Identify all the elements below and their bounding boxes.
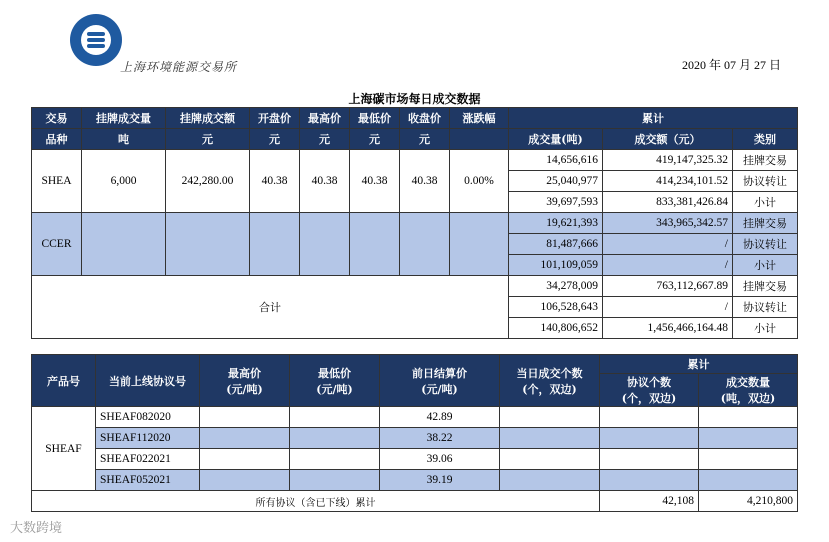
col-listed-amount: 挂牌成交额 [166, 108, 250, 129]
ccer-close [400, 213, 450, 276]
unit-high: 元 [300, 129, 350, 150]
table-row [32, 470, 798, 491]
logo-mark [81, 25, 111, 55]
ccer-amount [166, 213, 250, 276]
table-row [32, 449, 798, 470]
contract-id: SHEAF082020 [96, 407, 200, 428]
ccer-change [450, 213, 509, 276]
ccer-open [250, 213, 300, 276]
total-contract-count: 42,108 [600, 491, 699, 512]
all-contracts-label: 所有协议（含已下线）累计 [32, 491, 600, 512]
col-low-price: 最低价 (元/吨) [290, 355, 380, 407]
cum-type: 协议转让 [733, 297, 798, 318]
col-open: 开盘价 [250, 108, 300, 129]
cum-volume: 81,487,666 [509, 234, 603, 255]
product-ccer: CCER [32, 213, 82, 276]
col-cumulative-2: 累计 [600, 355, 798, 374]
shea-high: 40.38 [300, 150, 350, 213]
cum-amount: / [603, 255, 733, 276]
settle-price: 39.06 [380, 449, 500, 470]
cum-volume: 14,656,616 [509, 150, 603, 171]
col-cum-amount: 成交额（元） [603, 129, 733, 150]
col-listed-volume: 挂牌成交量 [82, 108, 166, 129]
cum-volume: 39,697,593 [509, 192, 603, 213]
cum-volume: 34,278,009 [509, 276, 603, 297]
shea-low: 40.38 [350, 150, 400, 213]
col-low: 最低价 [350, 108, 400, 129]
cum-amount: 343,965,342.57 [603, 213, 733, 234]
col-cum-type: 类别 [733, 129, 798, 150]
contract-id: SHEAF112020 [96, 428, 200, 449]
settle-price: 42.89 [380, 407, 500, 428]
cum-type: 协议转让 [733, 234, 798, 255]
total-label: 合计 [32, 276, 509, 339]
table1-unit-row [32, 129, 798, 150]
col-high-price: 最高价 (元/吨) [200, 355, 290, 407]
col-product-2: 品种 [32, 129, 82, 150]
shea-change: 0.00% [450, 150, 509, 213]
unit-volume: 吨 [82, 129, 166, 150]
shea-amount: 242,280.00 [166, 150, 250, 213]
watermark: 大数跨境 [10, 521, 63, 536]
cum-volume: 101,109,059 [509, 255, 603, 276]
total-quantity: 4,210,800 [699, 491, 798, 512]
daily-trading-table [31, 107, 798, 339]
table-row [32, 150, 798, 171]
contract-id: SHEAF022021 [96, 449, 200, 470]
cum-amount: 414,234,101.52 [603, 171, 733, 192]
col-change: 涨跌幅 [450, 108, 509, 129]
cum-amount: 419,147,325.32 [603, 150, 733, 171]
settle-price: 39.19 [380, 470, 500, 491]
cum-type: 挂牌交易 [733, 276, 798, 297]
col-product-no: 产品号 [32, 355, 96, 407]
cum-type: 小计 [733, 318, 798, 339]
table1-header-row [32, 108, 798, 129]
col-high: 最高价 [300, 108, 350, 129]
table2-footer-row [32, 491, 798, 512]
unit-close: 元 [400, 129, 450, 150]
ccer-volume [82, 213, 166, 276]
cum-volume: 106,528,643 [509, 297, 603, 318]
col-contract: 当前上线协议号 [96, 355, 200, 407]
cum-type: 挂牌交易 [733, 213, 798, 234]
futures-contract-table [31, 354, 798, 512]
shea-close: 40.38 [400, 150, 450, 213]
report-title: 上海碳市场每日成交数据 [348, 92, 481, 106]
product-shea: SHEA [32, 150, 82, 213]
col-cum-count: 协议个数 (个，双边) [600, 374, 699, 407]
product-sheaf: SHEAF [32, 407, 96, 491]
unit-change [450, 129, 509, 150]
settle-price: 38.22 [380, 428, 500, 449]
col-daily-count: 当日成交个数 (个，双边) [500, 355, 600, 407]
ccer-low [350, 213, 400, 276]
col-cum-qty: 成交数量 (吨，双边) [699, 374, 798, 407]
cum-amount: 1,456,466,164.48 [603, 318, 733, 339]
cum-type: 小计 [733, 255, 798, 276]
cum-amount: / [603, 297, 733, 318]
col-close: 收盘价 [400, 108, 450, 129]
cum-amount: 763,112,667.89 [603, 276, 733, 297]
cum-volume: 140,806,652 [509, 318, 603, 339]
cum-amount: / [603, 234, 733, 255]
col-product: 交易 [32, 108, 82, 129]
cum-type: 协议转让 [733, 171, 798, 192]
ccer-high [300, 213, 350, 276]
exchange-logo [70, 14, 122, 66]
unit-amount: 元 [166, 129, 250, 150]
unit-low: 元 [350, 129, 400, 150]
col-settle-price: 前日结算价 (元/吨) [380, 355, 500, 407]
contract-id: SHEAF052021 [96, 470, 200, 491]
report-date: 2020 年 07 月 27 日 [681, 58, 781, 72]
shea-open: 40.38 [250, 150, 300, 213]
shea-volume: 6,000 [82, 150, 166, 213]
logo-script: 上海环境能源交易所 [120, 60, 238, 74]
col-cumulative: 累计 [509, 108, 798, 129]
cum-type: 小计 [733, 192, 798, 213]
unit-open: 元 [250, 129, 300, 150]
table2-header-row [32, 355, 798, 374]
table-row [32, 213, 798, 234]
cum-type: 挂牌交易 [733, 150, 798, 171]
table-row [32, 407, 798, 428]
cum-volume: 19,621,393 [509, 213, 603, 234]
cum-amount: 833,381,426.84 [603, 192, 733, 213]
col-cum-volume: 成交量(吨) [509, 129, 603, 150]
table-row [32, 276, 798, 297]
cum-volume: 25,040,977 [509, 171, 603, 192]
table-row [32, 428, 798, 449]
